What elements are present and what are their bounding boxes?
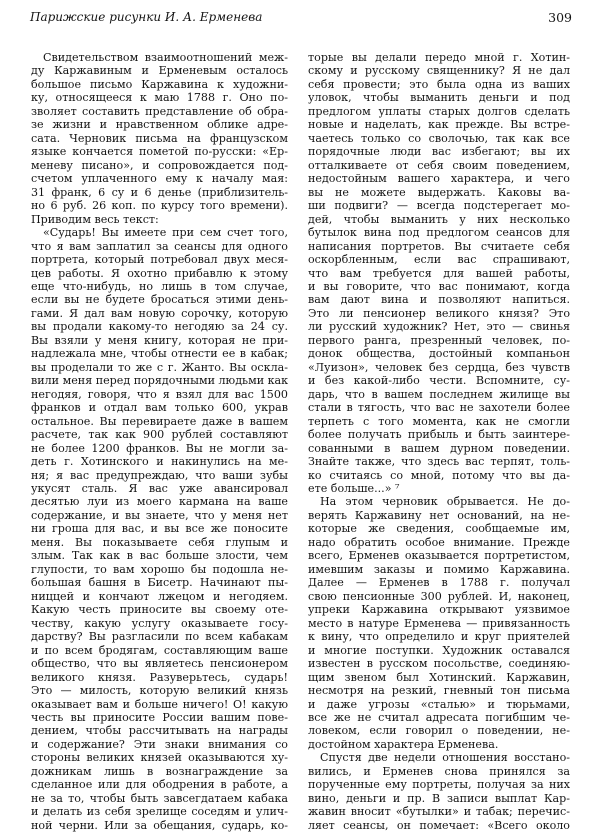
right-column-line: вы не можете выдержать. Каковы ва- <box>308 185 570 199</box>
right-column-line: имевшим заказы и помимо Каржавина. <box>308 562 570 576</box>
right-column-line: чаетесь только со сволочью, так как все <box>308 131 570 145</box>
running-title: Парижские рисунки И. А. Ерменева <box>30 10 263 24</box>
left-column-line: десятью луи из моего кармана на ваше <box>31 495 288 509</box>
left-column-line: дарству? Вы разгласили по всем кабакам <box>31 630 288 644</box>
right-column-line: достойном характера Ерменева. <box>308 737 499 751</box>
right-column-line: ши подвиги? — всегда подстерегает мо- <box>308 199 570 213</box>
left-column-line: вили меня перед порядочными людьми как <box>31 374 288 388</box>
page-number: 309 <box>548 10 572 25</box>
left-column-line: ня; я вас предупреждаю, что ваши зубы <box>31 468 288 482</box>
right-column-line: и многие поступки. Художник оставался <box>308 643 570 657</box>
left-column-line: большая башня в Бисетр. Начинают пы- <box>31 576 288 590</box>
left-column-line: счетом уплаченного ему к началу мая: <box>31 172 288 186</box>
right-column-line: вам дают вина и позволяют напиться. <box>308 293 570 307</box>
left-column-line: деть г. Хотинского и накинулись на ме- <box>31 455 288 469</box>
left-column-line: честву, какую услугу оказываете госу- <box>31 616 288 630</box>
right-column-line: первого ранга, презренный человек, по- <box>308 333 570 347</box>
right-column-line: к вину, что определило и круг приятелей <box>308 630 570 644</box>
right-column-line: «Луизон», человек без сердца, без чувств <box>308 360 570 374</box>
left-column-line: сделанное или для ободрения в работе, а <box>31 778 288 792</box>
right-column-line: все же не считал адресата погибшим че- <box>308 710 570 724</box>
right-column-line: щим звеном был Хотинский. Каржавин, <box>308 670 570 684</box>
right-column-line: которые же сведения, сообщаемые им, <box>308 522 570 536</box>
right-column-line: порядочные люди вас избегают; вы их <box>308 145 570 159</box>
right-column-line: верять Каржавину нет оснований, на не- <box>308 508 570 522</box>
right-column-line: оскорбленным, если вас спрашивают, <box>308 253 570 267</box>
right-column-line: ли русский художник? Нет, это — свинья <box>308 320 570 334</box>
left-column-line: если вы не будете бросаться этими день- <box>31 293 288 307</box>
left-column-line: укусят сталь. Я вас уже авансировал <box>31 482 288 495</box>
right-column-line: терпеть с того момента, как не смогли <box>308 414 570 428</box>
right-column-line: недостойным вашего характера, и чего <box>308 172 570 186</box>
right-column-line: На этом черновик обрывается. Не до- <box>320 495 570 509</box>
left-column-line: вы проделали то же с г. Жанто. Вы оскла- <box>31 360 288 374</box>
right-column-line: Далее — Ерменев в 1788 г. получал <box>308 576 570 590</box>
right-column-line: и даже угрозы «сталью» и тюрьмами, <box>308 697 570 711</box>
right-column-line: предлогом уплаты старых долгов сделать <box>308 104 570 118</box>
left-column-line: ной черни. Или за обещания, сударь, ко- <box>31 818 288 832</box>
left-column-line: портрета, который потребовал двух меся- <box>31 253 288 267</box>
right-column-line: свою пенсионные 300 рублей. И, наконец, <box>308 589 570 603</box>
left-column-line: ни гроша для вас, и вы все же поносите <box>31 522 288 536</box>
right-column-line: всего, Ерменев оказывается портретистом, <box>308 549 570 563</box>
left-column-line: гами. Я дал вам новую сорочку, которую <box>31 306 288 320</box>
left-column-line: общество, что вы являетесь пенсионером <box>31 657 288 671</box>
left-column-line: ниццей и кончают лжецом и негодяем. <box>31 589 288 603</box>
left-column-line: «Сударь! Вы имеете при сем счет того, <box>43 226 288 240</box>
left-column-line: меневу писано», и сопровождается под- <box>31 158 288 172</box>
right-column-line: несмотря на резкий, гневный тон письма <box>308 684 570 698</box>
right-column-line: написания портретов. Вы считаете себя <box>308 239 570 253</box>
left-column-line: Свидетельством взаимоотношений меж- <box>43 51 288 64</box>
left-column-line: вы продали какому-то негодяю за 24 су. <box>31 320 288 334</box>
left-column-line: остальное. Вы перевираете даже в вашем <box>31 414 288 428</box>
left-column-line: сата. Черновик письма на французском <box>31 131 288 145</box>
right-column-line: ко считаясь со мной, потому что вы да- <box>308 468 570 482</box>
right-column-line: стали в тягость, что вас не захотели более <box>308 401 570 415</box>
left-column-line: честь вы приносите России вашим пове- <box>31 710 288 724</box>
right-column-line: новые и наделать, как прежде. Вы встре- <box>308 118 570 132</box>
left-column-line: 31 франк, 6 су и 6 денье (приблизитель- <box>31 185 288 199</box>
right-column-line: себя провести; это была одна из ваших <box>308 77 570 91</box>
right-column-line: скому и русскому священнику? Я не дал <box>308 64 570 78</box>
left-column-line: цев работы. Я охотно прибавлю к этому <box>31 266 288 280</box>
left-column-line: не более 1200 франков. Вы не могли за- <box>31 441 288 455</box>
right-column-line: надо обратить особое внимание. Прежде <box>308 535 570 549</box>
right-column-line: более получать прибыль и быть заинтере- <box>308 428 570 442</box>
right-column-line: ловеком, если говорил о поведении, не- <box>308 724 570 738</box>
right-column-line: Это ли пенсионер великого князя? Это <box>308 306 570 320</box>
left-column-line: дением, чтобы рассчитывать на награды <box>31 724 288 738</box>
left-text-column <box>31 51 288 832</box>
left-column-line: великого князя. Разуверьтесь, сударь! <box>31 670 288 684</box>
left-column-line: меня. Вы показываете себя глупым и <box>31 535 288 549</box>
left-column-line: и содержание? Эти знаки внимания со <box>31 737 288 751</box>
right-column-line: уловок, чтобы выманить деньги и под <box>308 91 570 105</box>
left-column-line: оказывает вам и больше ничего! О! какую <box>31 697 288 711</box>
page-header <box>30 10 572 30</box>
left-column-line: не за то, чтобы быть завсегдатаем кабака <box>31 791 288 805</box>
right-column-line: Спустя две недели отношения восстано- <box>320 751 570 765</box>
right-column-line: сованными в вашем дурном поведении. <box>308 441 570 455</box>
left-column-line: стороны великих князей оказываются ху- <box>31 751 288 765</box>
right-column-line: известен в русском посольстве, соединяю- <box>308 657 570 671</box>
left-column-line: ду Каржавиным и Ерменевым осталось <box>31 64 288 78</box>
right-column-line: ете больше...» ⁷ <box>308 482 400 495</box>
left-column-line: что я вам заплатил за сеансы для одного <box>31 239 288 253</box>
right-column-line: дей, чтобы выманить у них несколько <box>308 212 570 226</box>
left-column-line: Приводим весь текст: <box>31 212 159 226</box>
left-column-line: Это — милость, которую великий князь <box>31 684 288 698</box>
right-column-line: и без какой-либо чести. Вспомните, су- <box>308 374 570 388</box>
right-column-line: Знайте также, что здесь вас терпят, толь- <box>308 455 570 469</box>
right-column-line: отталкиваете от себя своим поведением, <box>308 158 570 172</box>
left-column-line: расчете, так как 900 рублей составляют <box>31 428 288 442</box>
left-column-line: зволяет составить представление об обра- <box>31 104 288 118</box>
left-column-line: глупости, то вам хорошо бы подошла не- <box>31 562 288 576</box>
left-column-line: Вы взяли у меня книгу, которая не при- <box>31 333 288 347</box>
right-column-line: торые вы делали передо мной г. Хотин- <box>308 51 570 64</box>
left-column-line: языке кончается пометой по-русски: «Ер- <box>31 145 288 159</box>
left-column-line: содержание, и вы знаете, что у меня нет <box>31 508 288 522</box>
left-column-line: дожникам лишь в вознаграждение за <box>31 764 288 778</box>
left-column-line: ку, относящееся к маю 1788 г. Оно по- <box>31 91 288 105</box>
left-column-line: негодяя, говоря, что я взял для вас 1500 <box>31 387 288 401</box>
right-column-line: ляет сеансы, он помечает: «Всего около <box>308 818 570 832</box>
left-column-line: большое письмо Каржавина к художни- <box>31 77 288 91</box>
right-column-line: и вы говорите, что вас понимают, когда <box>308 279 570 293</box>
left-column-line: надлежала мне, чтобы отнести ее в кабак; <box>31 347 288 361</box>
left-column-line: Какую честь приносите вы своему оте- <box>31 603 288 617</box>
right-column-line: что вам требуется для вашей работы, <box>308 266 570 280</box>
right-column-line: донок общества, достойный компаньон <box>308 347 570 361</box>
right-column-line: жавин вносит «бутылки» и табак; перечис- <box>308 805 570 819</box>
right-column-line: вились, и Ерменев снова принялся за <box>308 764 570 778</box>
left-column-line: и по всем бродягам, составляющим ваше <box>31 643 288 657</box>
right-column-line: место в натуре Ерменева — привязанность <box>308 616 570 630</box>
left-column-line: и делать из себя зрелище соседям и улич- <box>31 805 288 819</box>
left-column-line: но 6 руб. 26 коп. по курсу того времени). <box>31 199 288 213</box>
right-column-line: вино, деньги и пр. В записи выплат Кар- <box>308 791 570 805</box>
left-column-line: франков и отдал вам только 600, украв <box>31 401 288 415</box>
right-column-line: дарь, что в вашем последнем жилище вы <box>308 387 570 401</box>
left-column-line: еще что-нибудь, но лишь в том случае, <box>31 279 288 293</box>
left-column-line: зе жизни и нравственном облике адре- <box>31 118 288 132</box>
right-column-line: порученные ему портреты, получая за них <box>308 778 570 792</box>
right-text-column <box>308 51 570 832</box>
left-column-line: злым. Так как в вас больше злости, чем <box>31 549 288 563</box>
right-column-line: упреки Каржавина открывают уязвимое <box>308 603 570 617</box>
right-column-line: бутылок вина под предлогом сеансов для <box>308 226 570 240</box>
